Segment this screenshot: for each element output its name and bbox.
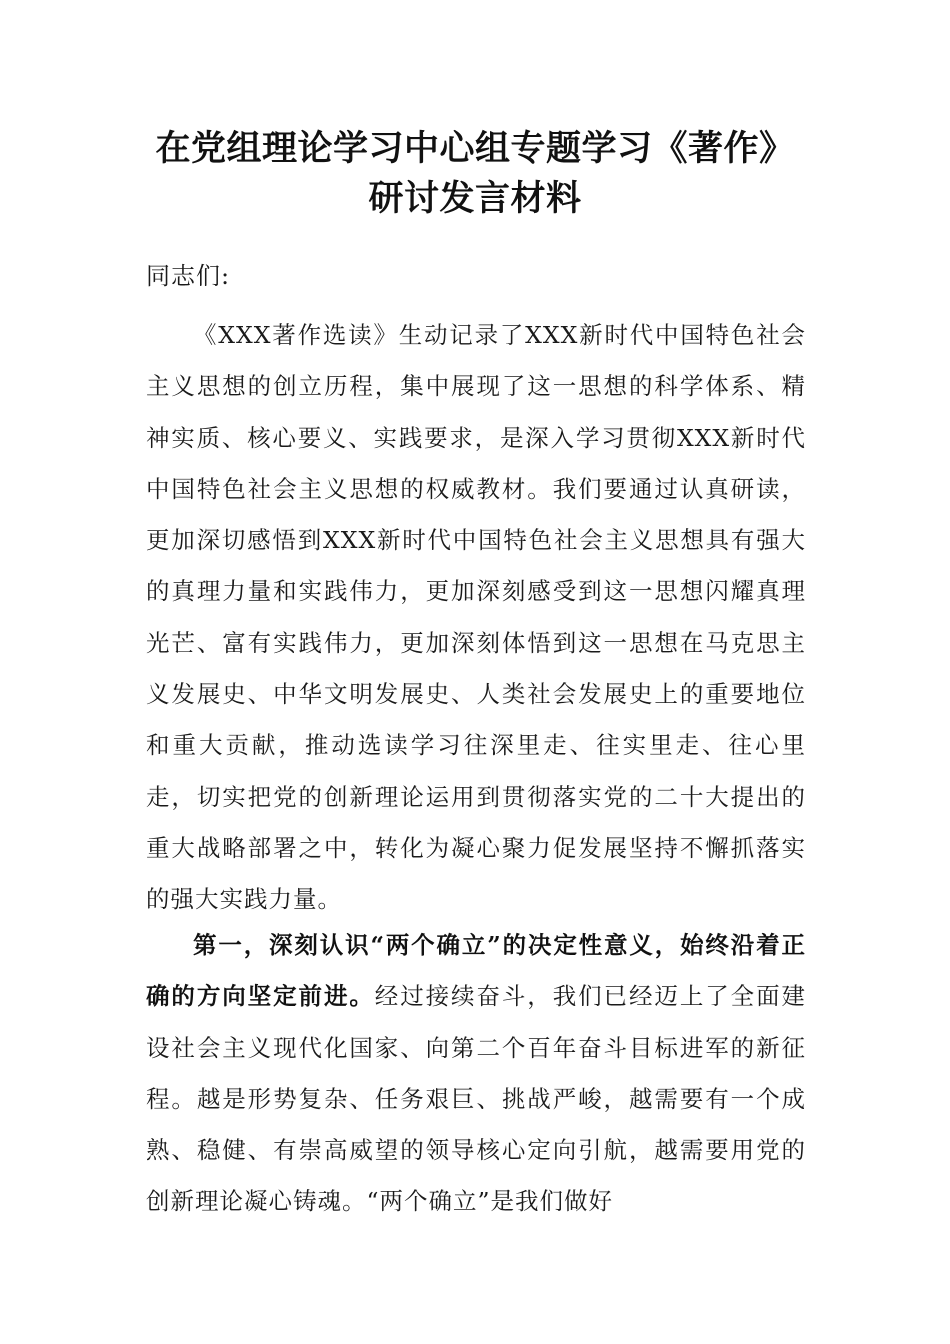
paragraph-lead-heading: 第一，深刻认识“两个确立”的决定性意义，始终沿着正确的方向坚定前进。 [146,931,806,1011]
paragraph-text: 《XXX著作选读》生动记录了XXX新时代中国特色社会主义思想的创立历程，集中展现了这一思想的科学体系、精神实质、核心要义、实践要求，是深入学习贯彻XXX新时代中国特色社会主义思想的权威教材。我们要通过认真研读，更加深切感悟到XXX新时代中国特色社会主义思想具有强大的真理力量和实践伟力，更加深刻感受到这一思想闪耀真理光芒、富有实践伟力，更加深刻体悟到这一思想在马克思主义发展史、中华文明发展史、人类社会发展史上的重要地位和重大贡献，推动选读学习往深里走、往实里走、往心里走，切实把党的创新理论运用到贯彻落实党的二十大提出的重大战略部署之中，转化为凝心聚力促发展坚持不懈抓落实的强大实践力量。 [146,321,806,914]
document-title-line-1: 在党组理论学习中心组专题学习《著作》 [155,128,795,169]
document-title-line-2: 研讨发言材料 [368,178,582,219]
body-paragraph [146,920,806,1228]
body-paragraph [146,310,806,926]
paragraph-text: 经过接续奋斗，我们已经迈上了全面建设社会主义现代化国家、向第二个百年奋斗目标进军的新征程。越是形势复杂、任务艰巨、挑战严峻，越需要有一个成熟、稳健、有崇高威望的领导核心定向引航，越需要用党的创新理论凝心铸魂。“两个确立”是我们做好 [146,982,807,1216]
salutation: 同志们: [146,262,231,290]
